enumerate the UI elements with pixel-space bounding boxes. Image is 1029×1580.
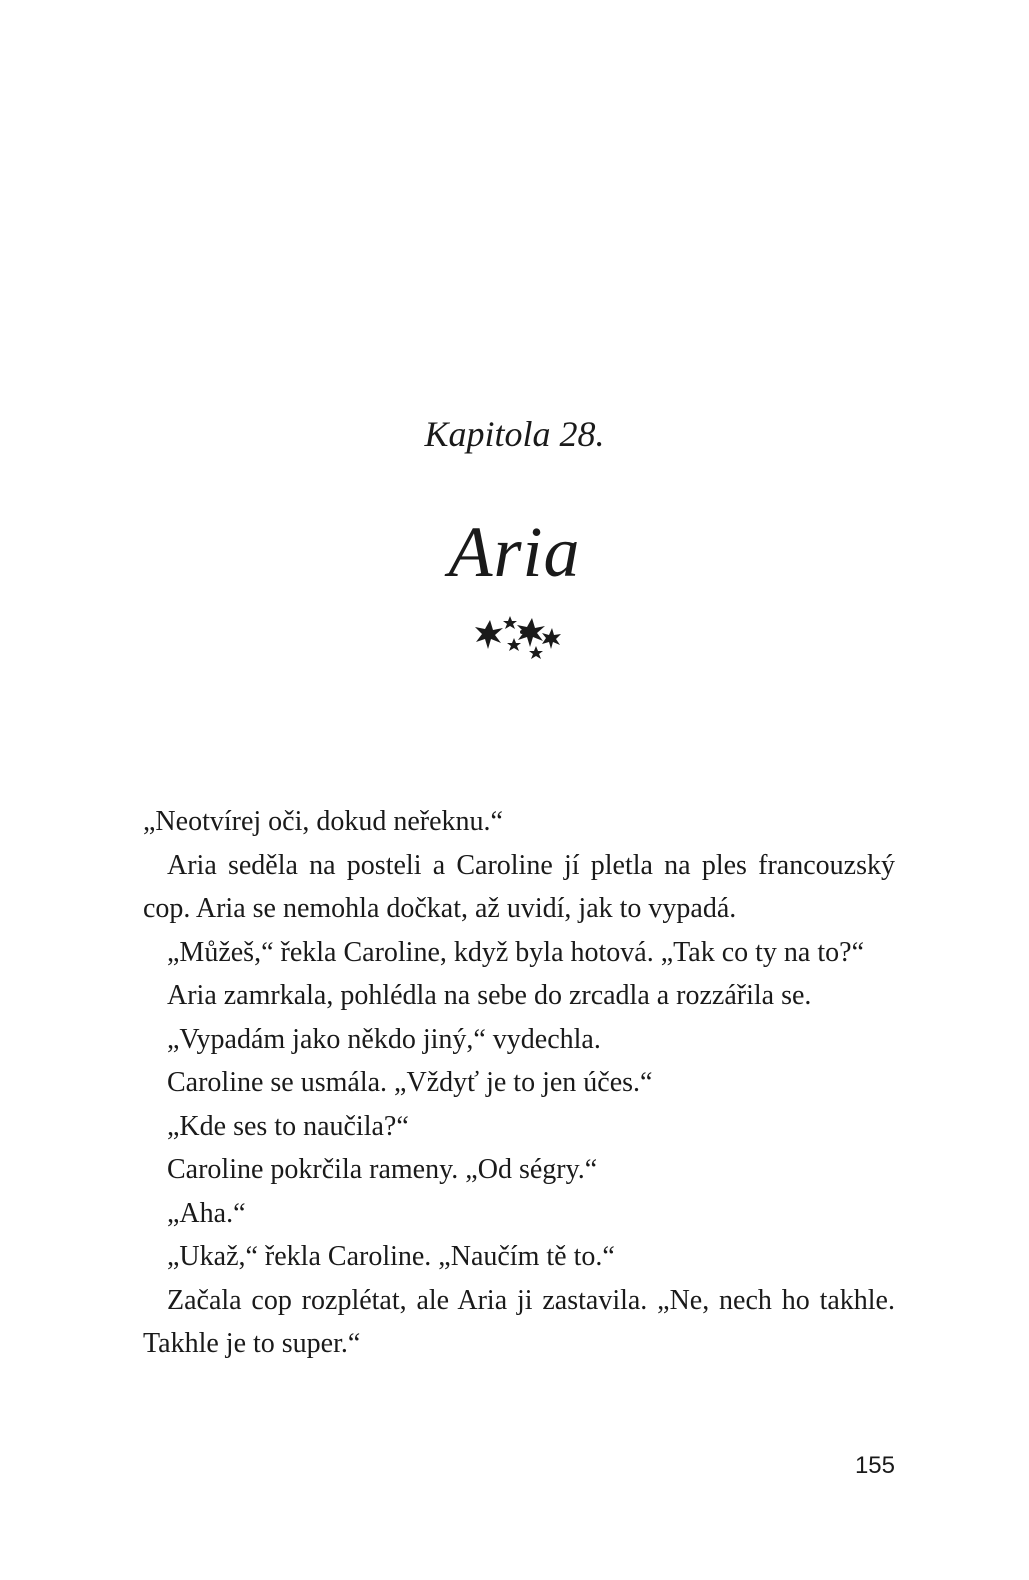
stars-ornament-icon xyxy=(470,608,566,664)
paragraph: Začala cop rozplétat, ale Aria ji zastavila. „Ne, nech ho takhle. Takhle je to super.“ xyxy=(143,1284,895,1359)
paragraph: „Kde ses to naučila?“ xyxy=(167,1110,409,1142)
paragraph: „Vypadám jako někdo jiný,“ vydechla. xyxy=(167,1023,601,1055)
paragraph: „Neotvírej oči, dokud neřeknu.“ xyxy=(143,806,503,837)
chapter-label: Kapitola 28. xyxy=(424,414,605,454)
paragraph: Aria zamrkala, pohlédla na sebe do zrcadla a rozzářila se. xyxy=(167,980,812,1011)
paragraph: „Ukaž,“ řekla Caroline. „Naučím tě to.“ xyxy=(167,1241,615,1272)
paragraph: Caroline pokrčila rameny. „Od ségry.“ xyxy=(167,1154,598,1185)
chapter-body xyxy=(143,800,895,1366)
chapter-title: Aria xyxy=(448,512,581,592)
paragraph: Caroline se usmála. „Vždyť je to jen účes.“ xyxy=(167,1067,653,1098)
paragraph: „Aha.“ xyxy=(167,1197,246,1229)
paragraph: „Můžeš,“ řekla Caroline, když byla hotová. „Tak co ty na to?“ xyxy=(167,936,864,968)
page-number: 155 xyxy=(854,1452,895,1479)
paragraph: Aria seděla na posteli a Caroline jí pletla na ples francouzský cop. Aria se nemohla dočkat, až uvidí, jak to vypadá. xyxy=(143,849,895,924)
